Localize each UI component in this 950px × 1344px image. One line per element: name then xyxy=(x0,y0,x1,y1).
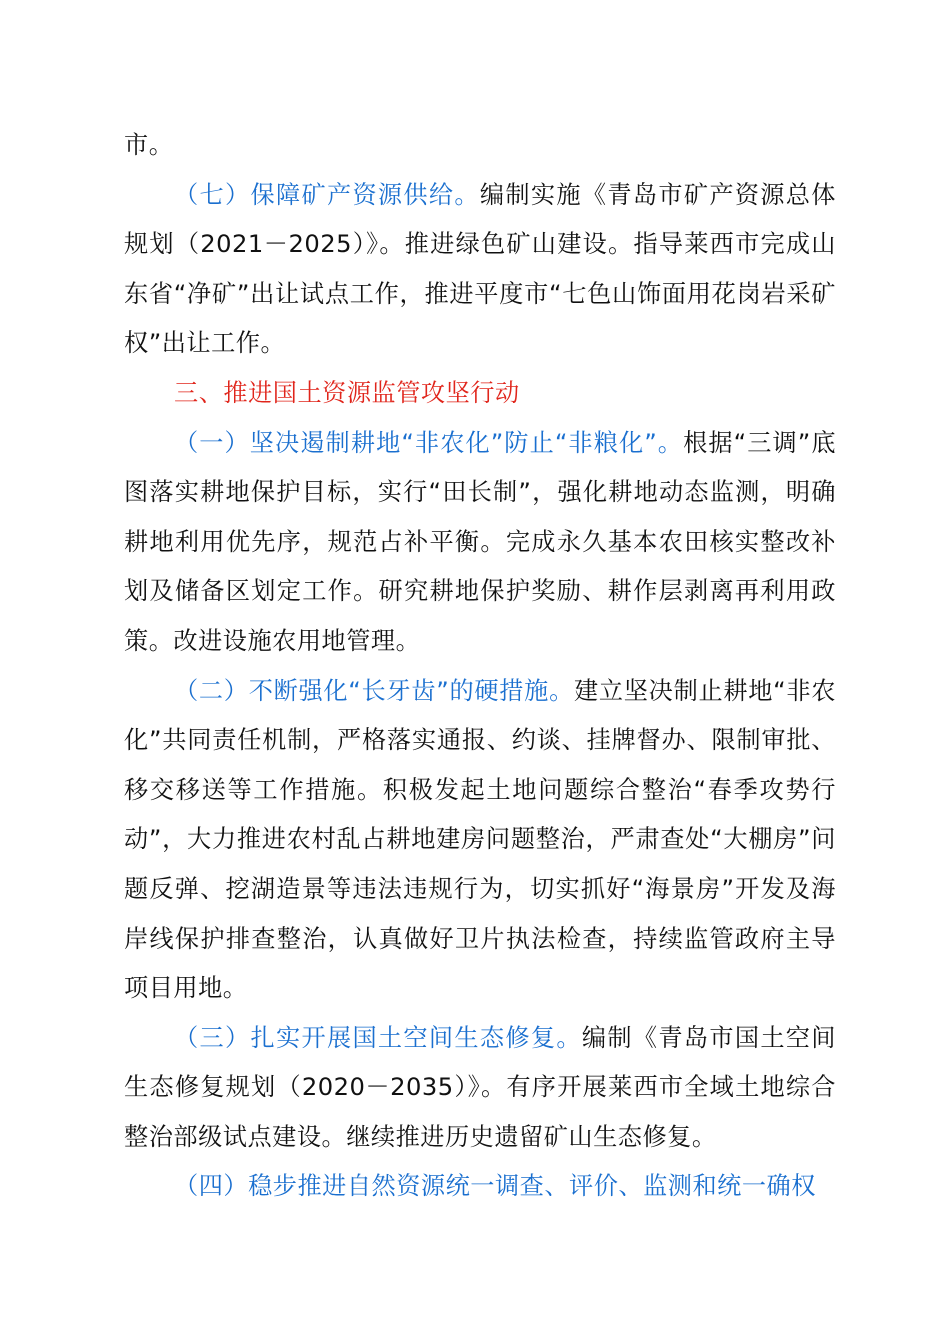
paragraph-ecological-restoration xyxy=(124,1014,836,1163)
paragraph-heading: （二）不断强化“长牙齿”的硬措施。 xyxy=(174,676,574,705)
paragraph-resource-survey xyxy=(124,1162,836,1212)
paragraph-text: 编制《青岛市国土空间生态修复规划（2020－2035）》。有序开展莱西市全域土地综合整治部级试点建设。继续推进历史遗留矿山生态修复。 xyxy=(124,1023,836,1151)
paragraph-continuation xyxy=(124,121,836,171)
paragraph-heading: （四）稳步推进自然资源统一调查、评价、监测和统一确权 xyxy=(174,1172,816,1201)
paragraph-text: 编制实施《青岛市矿产资源总体规划（2021－2025）》。推进绿色矿山建设。指导莱西市完成山东省“净矿”出让试点工作，推进平度市“七色山饰面用花岗岩采矿权”出让工作。 xyxy=(124,180,836,358)
paragraph-heading: （七）保障矿产资源供给。 xyxy=(174,180,480,209)
document-body xyxy=(124,121,836,1212)
paragraph-text: 市。 xyxy=(124,131,174,159)
paragraph-text: 建立坚决制止耕地“非农化”共同责任机制，严格落实通报、约谈、挂牌督办、限制审批、移交移送等工作措施。积极发起土地问题综合整治“春季攻势行动”，大力推进农村乱占耕地建房问题整治，严肃查处“大棚房”问题反弹、挖湖造景等违法违规行为，切实抓好“海景房”开发及海岸线保护排查整治，认真做好卫片执法检查，持续监管政府主导项目用地。 xyxy=(124,676,836,1003)
paragraph-mineral-supply xyxy=(124,171,836,369)
paragraph-heading: （一）坚决遏制耕地“非农化”防止“非粮化”。 xyxy=(174,428,684,457)
section-title-text: 三、推进国土资源监管攻坚行动 xyxy=(174,378,520,407)
section-title xyxy=(124,369,836,419)
paragraph-text: 根据“三调”底图落实耕地保护目标，实行“田长制”，强化耕地动态监测，明确耕地利用优先序，规范占补平衡。完成永久基本农田核实整改补划及储备区划定工作。研究耕地保护奖励、耕作层剥离再利用政策。改进设施农用地管理。 xyxy=(124,428,837,655)
paragraph-farmland-protection xyxy=(124,419,836,667)
paragraph-hard-measures xyxy=(124,667,836,1014)
paragraph-heading: （三）扎实开展国土空间生态修复。 xyxy=(174,1023,582,1052)
